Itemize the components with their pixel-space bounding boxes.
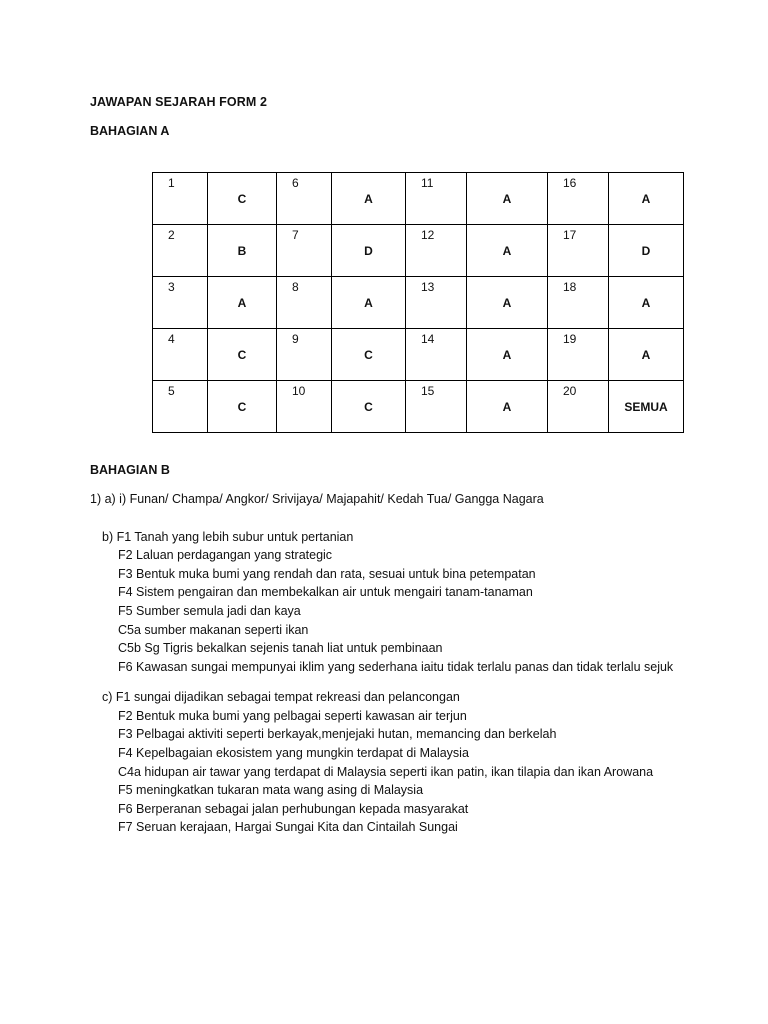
question-number: 3: [153, 277, 208, 329]
section-b-heading: BAHAGIAN B: [90, 463, 170, 477]
q1c-line: F2 Bentuk muka bumi yang pelbagai seperti kawasan air terjun: [118, 709, 467, 723]
q1c-line: F5 meningkatkan tukaran mata wang asing di Malaysia: [118, 783, 424, 797]
question-number: 6: [277, 173, 332, 225]
q1c-line: F6 Berperanan sebagai jalan perhubungan kepada masyarakat: [118, 802, 469, 816]
answer-letter: A: [332, 173, 406, 225]
q1c-line: F3 Pelbagai aktiviti seperti berkayak,menjejaki hutan, memancing dan berkelah: [118, 727, 557, 741]
q1b-line: C5a sumber makanan seperti ikan: [118, 623, 309, 637]
question-number: 9: [277, 329, 332, 381]
answer-letter: SEMUA: [609, 381, 684, 433]
answer-letter: C: [208, 173, 277, 225]
question-number: 18: [548, 277, 609, 329]
question-number: 19: [548, 329, 609, 381]
answer-row: [153, 329, 684, 381]
answer-letter: A: [332, 277, 406, 329]
answer-row: [153, 277, 684, 329]
answer-row: [153, 173, 684, 225]
question-number: 1: [153, 173, 208, 225]
answer-letter: C: [332, 381, 406, 433]
answer-letter: C: [332, 329, 406, 381]
answer-row: [153, 225, 684, 277]
question-number: 17: [548, 225, 609, 277]
answer-letter: D: [332, 225, 406, 277]
answer-letter: A: [609, 329, 684, 381]
section-a-heading: BAHAGIAN A: [90, 124, 170, 138]
answer-letter: A: [467, 225, 548, 277]
answer-letter: D: [609, 225, 684, 277]
q1b-line: F2 Laluan perdagangan yang strategic: [118, 548, 333, 562]
q1b-line: C5b Sg Tigris bekalkan sejenis tanah liat untuk pembinaan: [118, 641, 443, 655]
q1b-line: F5 Sumber semula jadi dan kaya: [118, 604, 301, 618]
answer-letter: A: [467, 329, 548, 381]
q1b-line: b) F1 Tanah yang lebih subur untuk pertanian: [102, 530, 354, 544]
question-number: 14: [406, 329, 467, 381]
question-1a: 1) a) i) Funan/ Champa/ Angkor/ Srivijaya/ Majapahit/ Kedah Tua/ Gangga Nagara: [90, 492, 544, 506]
q1b-line: F3 Bentuk muka bumi yang rendah dan rata, sesuai untuk bina petempatan: [118, 567, 536, 581]
answer-letter: A: [609, 277, 684, 329]
answer-letter: A: [208, 277, 277, 329]
question-number: 20: [548, 381, 609, 433]
q1c-line: F4 Kepelbagaian ekosistem yang mungkin terdapat di Malaysia: [118, 746, 469, 760]
q1c-line: F7 Seruan kerajaan, Hargai Sungai Kita dan Cintailah Sungai: [118, 820, 458, 834]
q1c-line: C4a hidupan air tawar yang terdapat di Malaysia seperti ikan patin, ikan tilapia dan ikan Arowana: [118, 765, 654, 779]
question-number: 12: [406, 225, 467, 277]
question-number: 8: [277, 277, 332, 329]
document-title: JAWAPAN SEJARAH FORM 2: [90, 95, 267, 109]
question-number: 10: [277, 381, 332, 433]
question-number: 4: [153, 329, 208, 381]
answer-letter: A: [467, 173, 548, 225]
answer-table: [152, 172, 684, 433]
q1b-line: F6 Kawasan sungai mempunyai iklim yang sederhana iaitu tidak terlalu panas dan tidak terlalu sejuk: [118, 660, 674, 674]
answer-letter: B: [208, 225, 277, 277]
q1b-line: F4 Sistem pengairan dan membekalkan air untuk mengairi tanam-tanaman: [118, 585, 533, 599]
answer-letter: C: [208, 381, 277, 433]
question-number: 13: [406, 277, 467, 329]
answer-letter: A: [609, 173, 684, 225]
question-number: 11: [406, 173, 467, 225]
question-number: 7: [277, 225, 332, 277]
answer-letter: A: [467, 381, 548, 433]
question-number: 16: [548, 173, 609, 225]
question-number: 5: [153, 381, 208, 433]
question-number: 15: [406, 381, 467, 433]
answer-letter: A: [467, 277, 548, 329]
answer-letter: C: [208, 329, 277, 381]
question-number: 2: [153, 225, 208, 277]
answer-row: [153, 381, 684, 433]
q1c-line: c) F1 sungai dijadikan sebagai tempat rekreasi dan pelancongan: [102, 690, 460, 704]
